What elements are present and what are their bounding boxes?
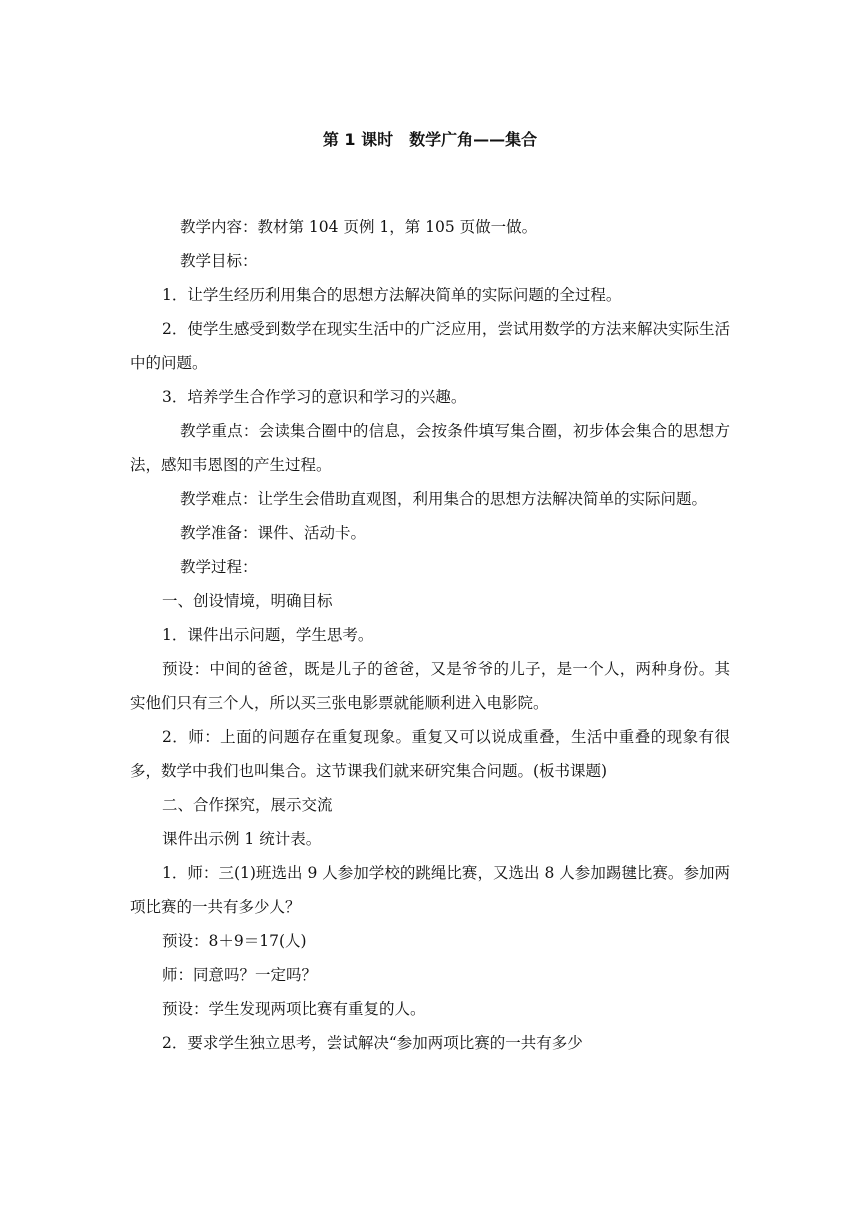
paragraph-question-1: 1．师：三(1)班选出 9 人参加学校的跳绳比赛，又选出 8 人参加踢毽比赛。参加两项比赛的一共有多少人？: [130, 864, 730, 916]
paragraph-difficulties: 教学难点：让学生会借助直观图，利用集合的思想方法解决简单的实际问题。: [180, 490, 708, 508]
paragraph-preset-1: 预设：中间的爸爸，既是儿子的爸爸，又是爷爷的儿子，是一个人，两种身份。其实他们只有三个人，所以买三张电影票就能顺利进入电影院。: [130, 660, 730, 712]
paragraph-teaching-content: 教学内容：教材第 104 页例 1，第 105 页做一做。: [180, 218, 538, 236]
paragraph-teaching-goals-heading: 教学目标：: [180, 252, 258, 270]
paragraph-preparation: 教学准备：课件、活动卡。: [180, 524, 367, 542]
paragraph-goal-1: 1．让学生经历利用集合的思想方法解决简单的实际问题的全过程。: [162, 286, 622, 304]
paragraph-step-2b: 2．要求学生独立思考，尝试解决“参加两项比赛的一共有多少: [162, 1034, 583, 1052]
paragraph-step-2: 2．师：上面的问题存在重复现象。重复又可以说成重叠，生活中重叠的现象有很多，数学中我们也叫集合。这节课我们就来研究集合问题。(板书课题): [130, 728, 730, 780]
section-heading-1: 一、创设情境，明确目标: [162, 592, 333, 610]
paragraph-teacher-question: 师：同意吗？一定吗？: [162, 966, 318, 984]
paragraph-step-1: 1．课件出示问题，学生思考。: [162, 626, 374, 644]
paragraph-key-points: 教学重点：会读集合圈中的信息，会按条件填写集合圈，初步体会集合的思想方法，感知韦恩图的产生过程。: [130, 422, 730, 474]
paragraph-goal-3: 3．培养学生合作学习的意识和学习的兴趣。: [162, 388, 467, 406]
paragraph-process-heading: 教学过程：: [180, 558, 258, 576]
paragraph-preset-2: 预设：8＋9＝17(人): [162, 932, 307, 950]
section-heading-2: 二、合作探究，展示交流: [162, 796, 333, 814]
paragraph-show-example: 课件出示例 1 统计表。: [162, 830, 322, 848]
page-title: 第 1 课时 数学广角——集合: [322, 130, 538, 149]
paragraph-preset-3: 预设：学生发现两项比赛有重复的人。: [162, 1000, 426, 1018]
document-body: [130, 210, 730, 1060]
paragraph-goal-2: 2．使学生感受到数学在现实生活中的广泛应用，尝试用数学的方法来解决实际生活中的问题。: [130, 320, 730, 372]
